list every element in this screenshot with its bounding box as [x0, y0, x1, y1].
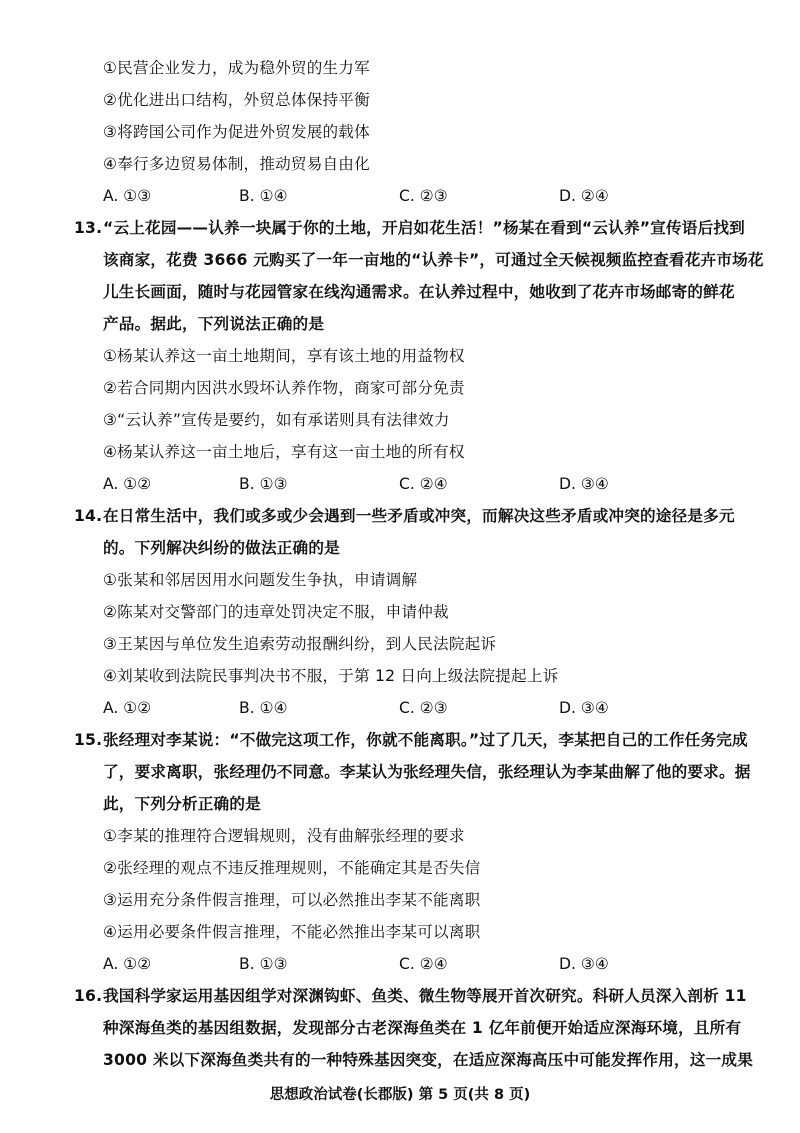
- q13-number: 13.: [74, 219, 103, 237]
- q16-stem-line-1: 16.我国科学家运用基因组学对深渊钩虾、鱼类、微生物等展开首次研究。科研人员深入剖析 11: [74, 987, 747, 1005]
- page-footer: 思想政治试卷(长郡版) 第 5 页(共 8 页): [269, 1087, 531, 1103]
- option-b: B. ①④: [239, 699, 288, 717]
- option-d: D. ③④: [559, 475, 609, 493]
- option-a: A. ①②: [103, 475, 152, 493]
- q13-stem-line-1: 13.“云上花园——认养一块属于你的土地，开启如花生活！”杨某在看到“云认养”宣传语后找到: [74, 219, 745, 237]
- q16-stem-line-3: 3000 米以下深海鱼类共有的一种特殊基因突变，在适应深海高压中可能发挥作用，这一成果: [103, 1051, 753, 1069]
- q14-number: 14.: [74, 507, 103, 525]
- option-d: D. ②④: [559, 187, 609, 205]
- q16-stem-line-2: 种深海鱼类的基因组数据，发现部分古老深海鱼类在 1 亿年前便开始适应深海环境，且所有: [103, 1019, 742, 1037]
- q16-number: 16.: [74, 987, 103, 1005]
- option-c: C. ②③: [399, 699, 448, 717]
- q13-item-2: ②若合同期内因洪水毁坏认养作物，商家可部分免责: [103, 379, 465, 397]
- q14-stem-line-2: 的。下列解决纠纷的做法正确的是: [103, 539, 340, 557]
- q13-item-1: ①杨某认养这一亩土地期间，享有该土地的用益物权: [103, 347, 465, 365]
- q13-stem-line-2: 该商家，花费 3666 元购买了一年一亩地的“认养卡”，可通过全天候视频监控查看花卉市场花: [103, 251, 764, 269]
- q13-options: [103, 474, 753, 494]
- prev-item-2: ②优化进出口结构，外贸总体保持平衡: [103, 91, 370, 109]
- option-b: B. ①③: [239, 475, 288, 493]
- option-a: A. ①②: [103, 955, 152, 973]
- q13-item-3: ③“云认养”宣传是要约，如有承诺则具有法律效力: [103, 411, 450, 429]
- q14-options: [103, 698, 753, 718]
- option-c: C. ②③: [399, 187, 448, 205]
- option-c: C. ②④: [399, 955, 448, 973]
- option-a: A. ①②: [103, 699, 152, 717]
- q15-item-1: ①李某的推理符合逻辑规则，没有曲解张经理的要求: [103, 827, 465, 845]
- option-b: B. ①④: [239, 187, 288, 205]
- q15-item-3: ③运用充分条件假言推理，可以必然推出李某不能离职: [103, 891, 481, 909]
- q15-stem-line-3: 此，下列分析正确的是: [103, 795, 261, 813]
- q13-stem-line-3: 儿生长画面，随时与花园管家在线沟通需求。在认养过程中，她收到了花卉市场邮寄的鲜花: [103, 283, 735, 301]
- prev-options: [103, 186, 753, 206]
- prev-item-3: ③将跨国公司作为促进外贸发展的载体: [103, 123, 370, 141]
- q13-stem-line-4: 产品。据此，下列说法正确的是: [103, 315, 325, 333]
- q15-stem-line-2: 了，要求离职，张经理仍不同意。李某认为张经理失信，张经理认为李某曲解了他的要求。据: [103, 763, 751, 781]
- q15-item-4: ④运用必要条件假言推理，不能必然推出李某可以离职: [103, 923, 481, 941]
- option-d: D. ③④: [559, 955, 609, 973]
- q14-item-3: ③王某因与单位发生追索劳动报酬纠纷，到人民法院起诉: [103, 635, 497, 653]
- option-d: D. ③④: [559, 699, 609, 717]
- q15-number: 15.: [74, 731, 103, 749]
- prev-item-4: ④奉行多边贸易体制，推动贸易自由化: [103, 155, 370, 173]
- q14-stem-line-1: 14.在日常生活中，我们或多或少会遇到一些矛盾或冲突，而解决这些矛盾或冲突的途径是多元: [74, 507, 735, 525]
- q14-item-4: ④刘某收到法院民事判决书不服，于第 12 日向上级法院提起上诉: [103, 667, 559, 685]
- option-b: B. ①③: [239, 955, 288, 973]
- prev-item-1: ①民营企业发力，成为稳外贸的生力军: [103, 59, 370, 77]
- q14-item-2: ②陈某对交警部门的违章处罚决定不服，申请仲裁: [103, 603, 449, 621]
- option-a: A. ①③: [103, 187, 152, 205]
- q14-item-1: ①张某和邻居因用水问题发生争执，申请调解: [103, 571, 418, 589]
- option-c: C. ②④: [399, 475, 448, 493]
- q13-item-4: ④杨某认养这一亩土地后，享有这一亩土地的所有权: [103, 443, 465, 461]
- q15-options: [103, 954, 753, 974]
- q15-item-2: ②张经理的观点不违反推理规则，不能确定其是否失信: [103, 859, 481, 877]
- q15-stem-line-1: 15.张经理对李某说：“不做完这项工作，你就不能离职。”过了几天，李某把自己的工作任务完成: [74, 731, 748, 749]
